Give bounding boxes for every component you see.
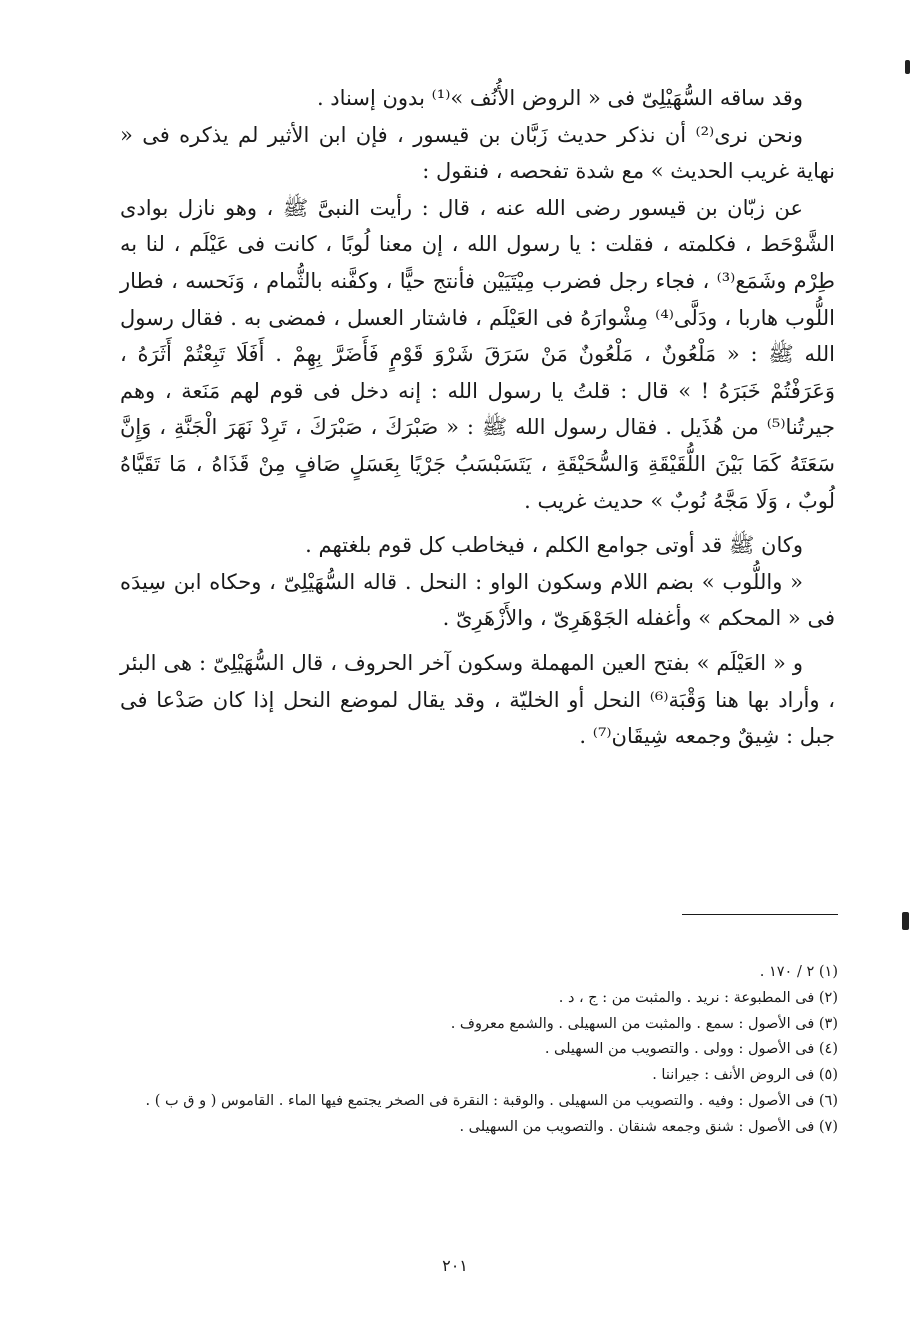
scan-edge-mark: [902, 912, 909, 930]
footnote: (٢) فى المطبوعة : نريد . والمثبت من : ج ، د .: [558, 989, 838, 1006]
paragraph-hadith: عن زبّان بن قيسور رضى الله عنه ، قال : رأيت النبىَّ ﷺ ، وهو نازل بوادى الشَّوْحَط ، فكلمته ، فقلت : يا رسول الله ، إن معنا لُوبًا ، كانت فى عَيْلَم ، لنا به طِرْم وشَمَع⁽³⁾ ، فجاء رجل فضرب مِيْتَيَيْن فأنتج حيًّا ، وكفَّنه بالثُّمام ، وَنَحسه ، فطار اللُّوب هاربا ، ودَلَّى⁽⁴⁾ مِشْوارَهُ فى العَيْلَم ، فاشتار العسل ، فمضى به . فقال رسول الله ﷺ : « مَلْعُونٌ ، مَلْعُونٌ مَنْ سَرَقَ شَرْوَ قَوْمٍ فَأَضَرَّ بِهِمْ . أَفَلَا تَبِعْتُمْ أَثَرَهُ ، وَعَرَفْتُمْ خَبَرَهُ ! » قال : قلتُ يا رسول الله : إنه دخل فى قوم لهم مَنَعة ، وهم جيرتُنا⁽⁵⁾ من هُذَيل . فقال رسول الله ﷺ : « صَبْرَكَ ، صَبْرَكَ ، تَرِدْ نَهَرَ الْجَنَّةِ ، وَإِنَّ سَعَتَهُ كَمَا بَيْنَ اللُّقَيْقَةِ وَالسُّحَيْقَةِ ، يَتَسَبْسَبُ جَرْيًا بِعَسَلٍ صَافٍ مِنْ قَذَاهُ ، مَا تَقَيَّاهُ لُوبٌ ، وَلَا مَجَّهُ نُوبٌ » حديث غريب .: [120, 195, 835, 513]
footnote: (٧) فى الأصول : شنق وجمعه شنقان . والتصويب من السهيلى .: [459, 1118, 838, 1135]
paragraph-intro: وقد ساقه السُّهَيْلِىّ فى « الروض الأُنُف »⁽¹⁾ بدون إسناد .: [316, 86, 803, 110]
paragraph-lub-definition: « واللُّوب » بضم اللام وسكون الواو : النحل . قاله السُّهَيْلِىّ ، وحكاه ابن سِيدَه فى « المحكم » وأغفله الجَوْهَرِىّ ، والأَزْهَرِىّ .: [120, 569, 835, 631]
footnote: (٦) فى الأصول : وفيه . والتصويب من السهيلى . والوقبة : النقرة فى الصخر يجتمع فيها الماء . القاموس ( و ق ب ) .: [145, 1092, 838, 1109]
footnote: (١) ٢ / ١٧٠ .: [759, 964, 838, 980]
scan-edge-mark: [905, 60, 910, 74]
paragraph-comment: وكان ﷺ قد أوتى جوامع الكلم ، فيخاطب كل قوم بلغتهم .: [305, 533, 803, 558]
footnote: (٤) فى الأصول : وولى . والتصويب من السهيلى .: [544, 1041, 838, 1058]
main-text: [120, 80, 835, 755]
footnote: (٥) فى الروض الأنف : جيراننا .: [652, 1067, 838, 1084]
paragraph-aylam-definition: و « العَيْلَم » بفتح العين المهملة وسكون آخر الحروف ، قال السُّهَيْلِىّ : هى البئر ، وأراد بها هنا وَقْبَة⁽⁶⁾ النحل أو الخليّة ، وقد يقال لموضع النحل إذا كان صَدْعا فى جبل : شِيقٌ وجمعه شِيقَان⁽⁷⁾ .: [120, 650, 835, 749]
paragraph-note: ونحن نرى⁽²⁾ أن نذكر حديث زَبَّان بن قيسور ، فإن ابن الأثير لم يذكره فى « نهاية غريب الحديث » مع شدة تفحصه ، فنقول :: [120, 122, 835, 184]
footnote-separator: [682, 914, 838, 915]
page-number: ٢٠١: [442, 1256, 468, 1275]
footnote: (٣) فى الأصول : سمع . والمثبت من السهيلى . والشمع معروف .: [450, 1015, 838, 1032]
footnotes: [120, 960, 838, 1141]
